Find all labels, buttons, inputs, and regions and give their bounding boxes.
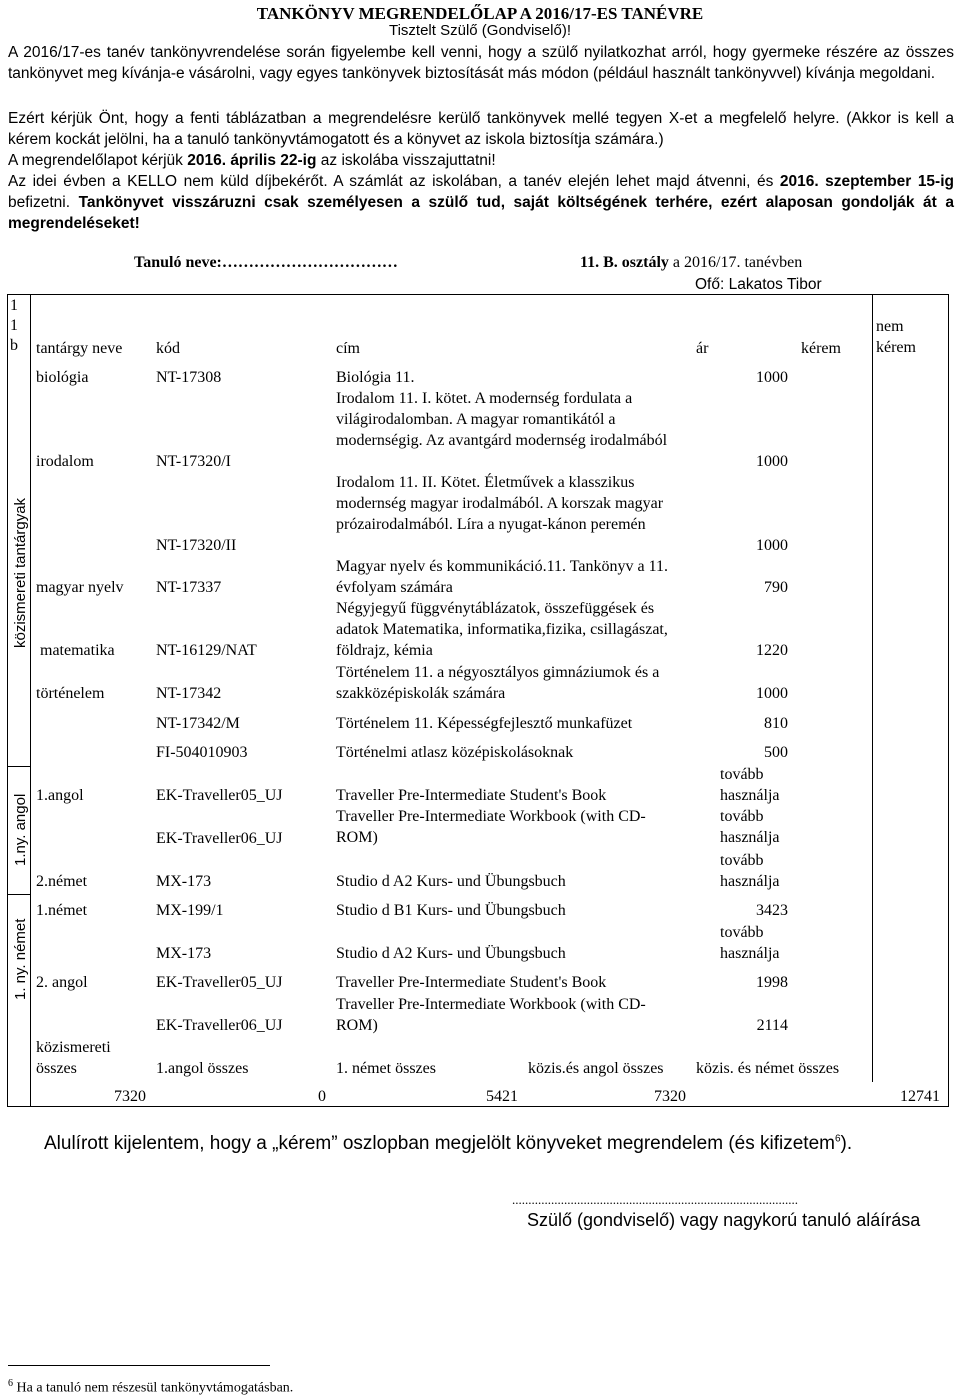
total-value-kozis-nemet: 12741	[900, 1088, 940, 1105]
row-subject: 2. angol	[36, 974, 88, 991]
signature-label: Szülő (gondviselő) vagy nagykorú tanuló aláírása	[527, 1210, 921, 1230]
total-label-angol: 1.angol összes	[156, 1060, 249, 1077]
total-value-kozis-angol: 7320	[654, 1088, 686, 1105]
row-code: MX-173	[156, 873, 212, 890]
row-code: EK-Traveller05_UJ	[156, 974, 283, 991]
class-name: 11. B. osztály	[580, 254, 669, 271]
row-title: Biológia 11.	[336, 369, 415, 386]
footnote-text: Ha a tanuló nem részesül tankönyvtámogatásban.	[13, 1380, 294, 1396]
deadline-text-a: A megrendelőlapot kérjük	[8, 152, 188, 169]
intro-paragraph-3	[8, 150, 954, 171]
row-title: Történelem 11. a négyosztályos gimnáziumok és a szakközépiskolák számára	[336, 664, 660, 702]
row-subject: matematika	[40, 642, 115, 659]
total-label-kozis-nemet: közis. és német összes	[696, 1060, 840, 1077]
row-subject: történelem	[36, 685, 105, 702]
total-value-nemet: 5421	[486, 1088, 518, 1105]
total-label-kozis-angol: közis.és angol összes	[528, 1060, 664, 1077]
intro-paragraph-4	[8, 171, 954, 234]
intro-paragraph-1: A 2016/17-es tanév tankönyvrendelése során figyelembe kell venni, hogy a szülő nyilatkozhat arról, hogy gyermeke részére az összes tankönyvet meg kívánja-e vásárolni, vagy egyes tankönyvek biztosítását más módon (például használt tankönyvvel) kívánja megoldani.	[8, 44, 954, 82]
billing-text-c: befizetni.	[8, 194, 79, 211]
class-teacher: Ofő: Lakatos Tibor	[695, 276, 822, 293]
row-price: 1000	[756, 369, 788, 386]
billing-date: 2016. szeptember 15-ig	[779, 173, 954, 190]
row-code: NT-17320/I	[156, 453, 231, 470]
header-code: kód	[156, 340, 180, 357]
row-code: NT-17342/M	[156, 715, 240, 732]
group-label-angol: 1.ny. angol	[12, 793, 29, 866]
row-price: 3423	[756, 902, 788, 919]
student-name-field[interactable]: Tanuló neve:……………………………	[134, 254, 398, 271]
row-code: EK-Traveller05_UJ	[156, 787, 283, 804]
deadline-date: 2016. április 22-ig	[187, 152, 317, 169]
declaration	[44, 1133, 852, 1155]
row-title: Traveller Pre-Intermediate Student's Book	[336, 787, 607, 804]
row-code: MX-199/1	[156, 902, 224, 919]
total-value-angol: 0	[318, 1088, 326, 1105]
footnote-number: 6	[8, 1378, 13, 1389]
row-price: 810	[764, 715, 788, 732]
row-code: EK-Traveller06_UJ	[156, 830, 283, 847]
row-title: Négyjegyű függvénytáblázatok, összefüggések és adatok Matematika, informatika,fizika, csillagászat, földrajz, kémia	[336, 600, 668, 659]
header-want: kérem	[801, 340, 841, 357]
header-subject: tantárgy neve	[36, 340, 123, 357]
row-title: Studio d A2 Kurs- und Übungsbuch	[336, 945, 566, 962]
class-info	[580, 254, 802, 272]
row-subject: 1.német	[36, 902, 88, 919]
row-title: Történelmi atlasz középiskolásoknak	[336, 744, 574, 761]
row-price: 790	[764, 579, 788, 596]
header-col-index: 1 1 b	[10, 297, 18, 354]
header-title: cím	[336, 340, 360, 357]
row-title: Történelem 11. Képességfejlesztő munkafüzet	[336, 715, 633, 732]
row-price: 1000	[756, 453, 788, 470]
total-label-nemet: 1. német összes	[336, 1060, 436, 1077]
total-value-kozismereti: 7320	[114, 1088, 146, 1105]
page-title: TANKÖNYV MEGRENDELŐLAP A 2016/17-ES TANÉVRE	[256, 4, 704, 23]
row-title: Traveller Pre-Intermediate Workbook (with CD-ROM)	[336, 808, 646, 846]
header-price: ár	[696, 340, 709, 357]
return-policy: Tankönyvet visszáruzni csak személyesen a szülő tud, saját költségének terhére, ezért alaposan gondolják át a megrendeléseket!	[8, 194, 954, 232]
group-label-kozismereti: közismereti tantárgyak	[12, 497, 29, 648]
row-code: FI-504010903	[156, 744, 248, 761]
deadline-text-c: az iskolába visszajuttatni!	[316, 152, 496, 169]
row-price: 1000	[756, 685, 788, 702]
row-title: Traveller Pre-Intermediate Student's Book	[336, 974, 607, 991]
row-price: 1220	[756, 642, 788, 659]
row-code: NT-17337	[156, 579, 222, 596]
school-year: a 2016/17. tanévben	[668, 254, 803, 271]
row-code: NT-17342	[156, 685, 222, 702]
signature-line[interactable]: ........................................................................................	[512, 1192, 798, 1207]
row-price: 2114	[756, 1017, 788, 1034]
row-title: Studio d A2 Kurs- und Übungsbuch	[336, 873, 566, 890]
row-code: EK-Traveller06_UJ	[156, 1017, 283, 1034]
row-price: tovább használja	[720, 852, 780, 890]
row-subject: irodalom	[36, 453, 94, 470]
row-subject: biológia	[36, 369, 89, 386]
row-code: MX-173	[156, 945, 212, 962]
row-code: NT-17320/II	[156, 537, 237, 554]
footnote	[8, 1378, 293, 1397]
row-price: tovább használja	[720, 808, 780, 846]
row-title: Magyar nyelv és kommunikáció.11. Tankönyv a 11. évfolyam számára	[336, 558, 668, 596]
row-title: Irodalom 11. I. kötet. A modernség fordulata a világirodalomban. A magyar romantikától a modernségig. Az avantgárd modernség irodalmából	[336, 390, 668, 449]
row-title: Irodalom 11. II. Kötet. Életművek a klasszikus modernség magyar irodalmából. A korszak magyar prózairodalmából. Líra a nyugat-kánon peremén	[336, 474, 664, 533]
row-title: Studio d B1 Kurs- und Übungsbuch	[336, 902, 566, 919]
row-price: 500	[764, 744, 788, 761]
row-price: 1998	[756, 974, 788, 991]
footnote-separator	[8, 1365, 270, 1366]
row-subject: 2.német	[36, 873, 88, 890]
row-price: 1000	[756, 537, 788, 554]
row-title: Traveller Pre-Intermediate Workbook (with CD-ROM)	[336, 996, 646, 1034]
intro-paragraph-2: Ezért kérjük Önt, hogy a fenti táblázatban a megrendelésre kerülő tankönyvek mellé tegyen X-et a megfelelő helyre. (Akkor is kell a kérem kockát jelölni, ha a tanuló tankönyvtámogatott és a könyvet az iskola biztosítja számára.)	[8, 110, 954, 148]
header-not-want: nem kérem	[876, 318, 916, 356]
declaration-text: Alulírott kijelentem, hogy a „kérem” oszlopban megjelölt könyveket megrendelem (és kifizetem	[44, 1133, 835, 1154]
row-price: tovább használja	[720, 766, 780, 804]
total-label-kozismereti: közismereti összes	[36, 1039, 111, 1077]
declaration-footnote-ref: 6	[834, 1133, 841, 1145]
group-label-nemet: 1. ny. német	[12, 918, 29, 1000]
row-price: tovább használja	[720, 924, 780, 962]
row-subject: magyar nyelv	[36, 579, 124, 596]
row-code: NT-16129/NAT	[156, 642, 257, 659]
greeting: Tisztelt Szülő (Gondviselő)!	[388, 22, 571, 39]
row-subject: 1.angol	[36, 787, 84, 804]
billing-text-a: Az idei évben a KELLO nem küld díjbekérőt. A számlát az iskolában, a tanév elején lehet majd átvenni, és	[8, 173, 780, 190]
row-code: NT-17308	[156, 369, 222, 386]
declaration-end: ).	[840, 1133, 853, 1154]
